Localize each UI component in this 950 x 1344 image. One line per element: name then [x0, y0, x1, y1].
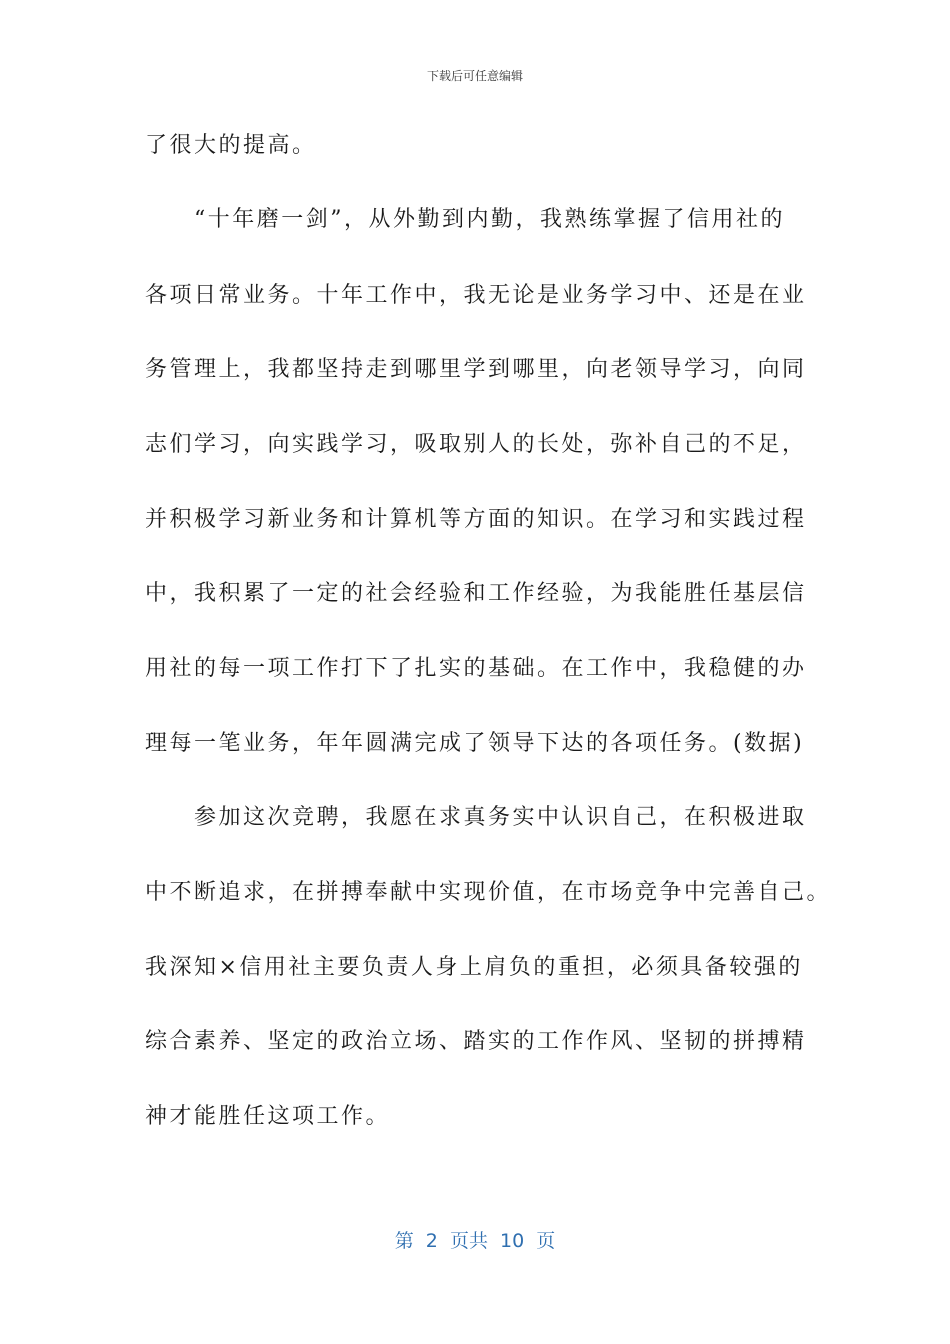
body-line: 并积极学习新业务和计算机等方面的知识。在学习和实践过程 — [145, 507, 807, 532]
body-line: “十年磨一剑”，从外勤到内勤，我熟练掌握了信用社的 — [145, 207, 785, 232]
body-line: 神才能胜任这项工作。 — [145, 1104, 391, 1129]
body-line: 了很大的提高。 — [145, 133, 317, 158]
body-line: 参加这次竞聘，我愿在求真务实中认识自己，在积极进取 — [145, 805, 807, 830]
body-line: 用社的每一项工作打下了扎实的基础。在工作中，我稳健的办 — [145, 656, 807, 681]
body-line: 我深知×信用社主要负责人身上肩负的重担，必须具备较强的 — [145, 955, 803, 980]
body-line: 中不断追求，在拼搏奉献中实现价值，在市场竞争中完善自己。 — [145, 880, 832, 905]
page-number: 第 2 页共 10 页 — [394, 1230, 556, 1252]
header-note: 下载后可任意编辑 — [426, 69, 523, 83]
body-line: 务管理上，我都坚持走到哪里学到哪里，向老领导学习，向同 — [145, 357, 807, 382]
body-line: 中，我积累了一定的社会经验和工作经验，为我能胜任基层信 — [145, 581, 807, 606]
body-line: 理每一笔业务，年年圆满完成了领导下达的各项任务。(数据) — [145, 731, 805, 756]
body-line: 志们学习，向实践学习，吸取别人的长处，弥补自己的不足， — [145, 432, 807, 457]
body-line: 综合素养、坚定的政治立场、踏实的工作作风、坚韧的拼搏精 — [145, 1029, 807, 1054]
body-line: 各项日常业务。十年工作中，我无论是业务学习中、还是在业 — [145, 283, 807, 308]
